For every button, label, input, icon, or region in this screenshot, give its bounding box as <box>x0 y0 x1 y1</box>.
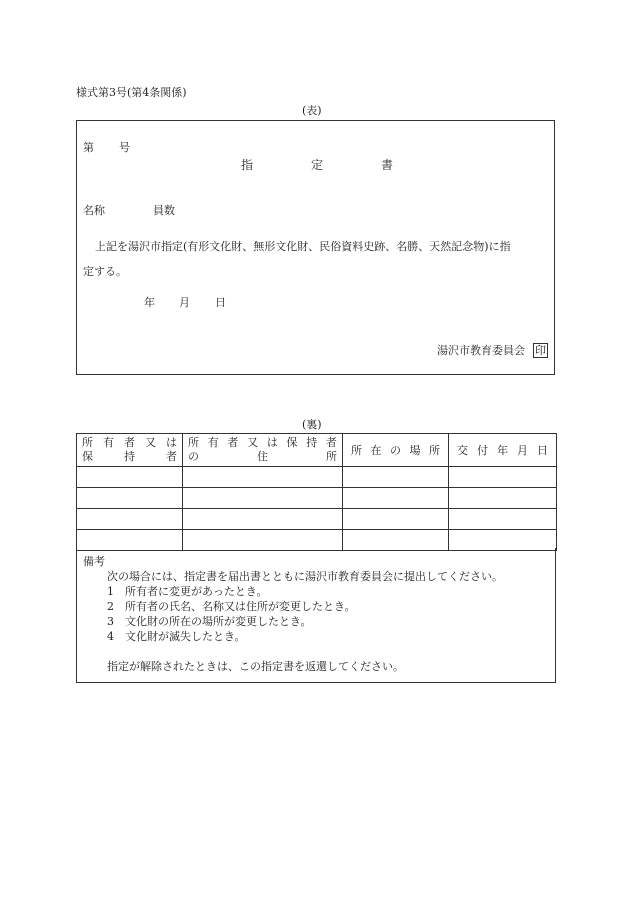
record-table <box>76 433 557 551</box>
back-side-label: (裏) <box>302 418 322 431</box>
certificate-title <box>241 157 393 173</box>
header-owner-address: 所 有 者 又 は 保 持 者 の 住 所 <box>183 434 343 467</box>
notes-title: 備考 <box>83 555 105 568</box>
notes-item-4: 4 文化財が滅失したとき。 <box>107 630 246 643</box>
front-side-label: (表) <box>302 104 322 117</box>
title-char-1: 指 <box>241 158 254 172</box>
designation-text-line2: 定する。 <box>83 265 127 278</box>
header-issue-date: 交 付 年 月 日 <box>449 434 557 467</box>
notes-item-1: 1 所有者に変更があったとき。 <box>107 585 268 598</box>
table-row <box>77 509 557 530</box>
issuer-line <box>437 343 548 358</box>
title-char-2: 定 <box>310 158 323 172</box>
form-label: 様式第3号(第4条関係) <box>76 86 187 99</box>
date-month-label: 月 <box>179 296 190 309</box>
seal-mark: 印 <box>535 344 546 357</box>
date-year-label: 年 <box>144 296 155 309</box>
table-header-row <box>77 434 557 467</box>
date-day-label: 日 <box>215 296 226 309</box>
designation-text-line1: 上記を湯沢市指定(有形文化財、無形文化財、民俗資料史跡、名勝、天然記念物)に指 <box>95 240 511 253</box>
table-row <box>77 488 557 509</box>
certificate-front <box>76 120 555 375</box>
header-location: 所 在 の 場 所 <box>343 434 449 467</box>
notes-item-3: 3 文化財の所在の場所が変更したとき。 <box>107 615 312 628</box>
issuer-name: 湯沢市教育委員会 <box>437 344 525 357</box>
notes-closing: 指定が解除されたときは、この指定書を返還してください。 <box>107 660 404 673</box>
table-row <box>77 467 557 488</box>
notes-intro: 次の場合には、指定書を届出書とともに湯沢市教育委員会に提出してください。 <box>107 570 503 583</box>
name-label: 名称 <box>83 204 105 217</box>
count-label: 員数 <box>153 204 175 217</box>
notes-section <box>76 548 556 683</box>
number-label-first: 第 <box>83 141 94 154</box>
notes-item-2: 2 所有者の氏名、名称又は住所が変更したとき。 <box>107 600 356 613</box>
number-label-second: 号 <box>119 141 130 154</box>
title-char-3: 書 <box>380 158 393 172</box>
header-owner-name: 所 有 者 又 は 保 持 者 <box>77 434 183 467</box>
